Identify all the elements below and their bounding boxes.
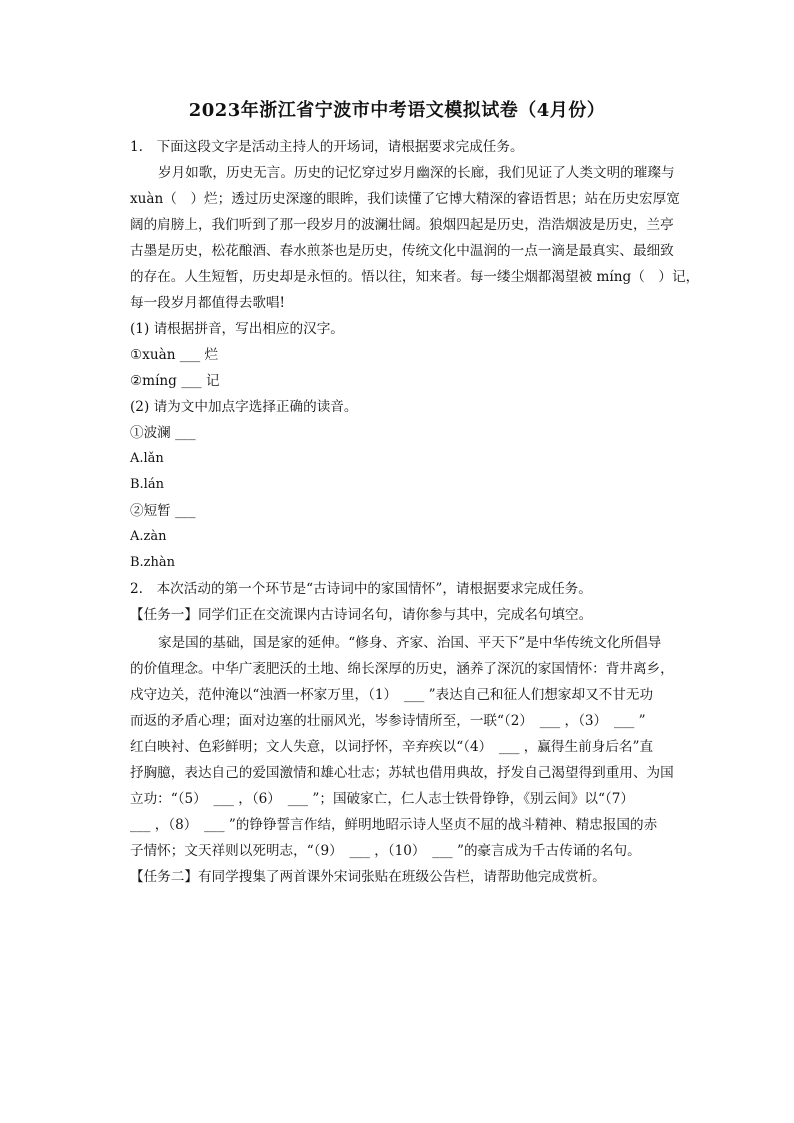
- sub-question-2: (2) 请为文中加点字选择正确的读音。: [130, 399, 358, 415]
- passage-line: xuàn（ ）烂；透过历史深邃的眼眸，我们读懂了它博大精深的睿语哲思；站在历史宏厚宽: [130, 191, 680, 207]
- option: B.lán: [130, 477, 164, 492]
- passage-line: 立功：“（5） ___ ，（6） ___ ”；国破家亡，仁人志士铁骨铮铮，《别云间》以“（7）: [130, 791, 635, 807]
- passage-line: 抒胸臆，表达自己的爱国激情和雄心壮志；苏轼也借用典故，抒发自己渴望得到重用、为国: [130, 765, 674, 781]
- passage-line: 的存在。人生短暂，历史却是永恒的。悟以往，知来者。每一缕尘烟都渴望被 míng（ ）记，: [130, 269, 700, 285]
- sub-question-1: (1) 请根据拼音，写出相应的汉字。: [130, 321, 344, 337]
- exam-title: 2023年浙江省宁波市中考语文模拟试卷（4月份）: [188, 100, 606, 121]
- passage-line: 子情怀；文天祥则以死明志，“（9） ___ ，（10） ___ ”的豪言成为千古传诵的名句。: [130, 843, 641, 859]
- passage-line: 每一段岁月都值得去歌唱!: [130, 295, 285, 311]
- question-1-heading: 1. 下面这段文字是活动主持人的开场词，请根据要求完成任务。: [130, 139, 524, 155]
- passage-line: 岁月如歌，历史无言。历史的记忆穿过岁月幽深的长廊，我们见证了人类文明的璀璨与: [158, 165, 675, 181]
- passage-line: 家是国的基础，国是家的延伸。“修身、齐家、治国、平天下”是中华传统文化所倡导: [158, 635, 662, 651]
- question-2-heading: 2. 本次活动的第一个环节是“古诗词中的家国情怀”，请根据要求完成任务。: [130, 581, 592, 597]
- option: A.lǎn: [130, 451, 164, 466]
- answer-item: ②míng ___ 记: [130, 373, 220, 389]
- passage-line: 红白映衬、色彩鲜明；文人失意，以词抒怀，辛弃疾以“（4） ___ ，赢得生前身后名”直: [130, 739, 654, 755]
- option: B.zhàn: [130, 555, 176, 570]
- passage-line: ___ ，（8） ___ ”的铮铮誓言作结，鲜明地昭示诗人坚贞不屈的战斗精神、精忠报国的赤: [130, 817, 658, 833]
- passage-line: 的价值理念。中华广袤肥沃的土地、绵长深厚的历史，涵养了深沉的家国情怀：背井离乡，: [130, 661, 674, 677]
- answer-item: ①波澜 ___: [130, 425, 196, 441]
- passage-line: 古墨是历史，松花酿酒、春水煎茶也是历史，传统文化中温润的一点一滴是最真实、最细致: [130, 243, 674, 259]
- option: A.zàn: [130, 529, 167, 544]
- task-2-heading: 【任务二】有同学搜集了两首课外宋词张贴在班级公告栏，请帮助他完成赏析。: [130, 869, 606, 885]
- passage-line: 戍守边关，范仲淹以“浊酒一杯家万里，（1） ___ ”表达自己和征人们想家却又不甘无功: [130, 687, 654, 703]
- passage-line: 而返的矛盾心理；面对边塞的壮丽风光，岑参诗情所至，一联“（2） ___ ，（3） ___ ”: [130, 713, 646, 729]
- answer-item: ①xuàn ___ 烂: [130, 347, 219, 363]
- task-1-heading: 【任务一】同学们正在交流课内古诗词名句，请你参与其中，完成名句填空。: [130, 607, 593, 623]
- passage-line: 阔的肩膀上，我们听到了那一段岁月的波澜壮阔。狼烟四起是历史，浩浩烟波是历史，兰亭: [130, 217, 674, 233]
- answer-item: ②短暂 ___: [130, 503, 196, 519]
